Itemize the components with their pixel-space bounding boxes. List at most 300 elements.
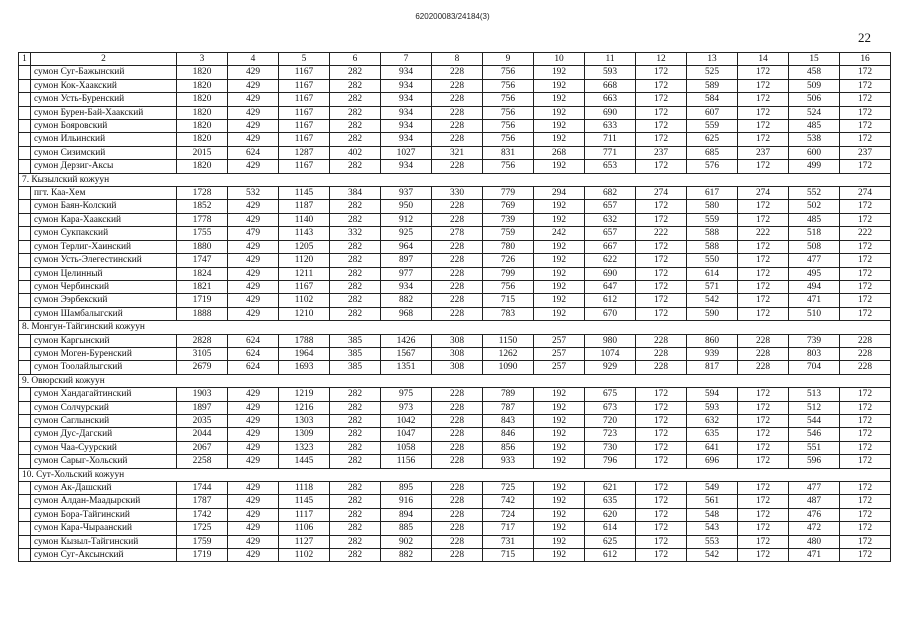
row-index-cell bbox=[19, 93, 31, 106]
table-row bbox=[19, 334, 891, 347]
value-cell: 477 bbox=[789, 254, 840, 267]
value-cell: 544 bbox=[789, 414, 840, 427]
value-cell: 2035 bbox=[177, 414, 228, 427]
value-cell: 172 bbox=[636, 549, 687, 562]
value-cell: 172 bbox=[738, 535, 789, 548]
settlement-name-cell: сумон Тоолайлыгский bbox=[31, 361, 177, 374]
value-cell: 1027 bbox=[381, 146, 432, 159]
value-cell: 172 bbox=[840, 388, 891, 401]
table-row bbox=[19, 361, 891, 374]
value-cell: 172 bbox=[636, 455, 687, 468]
value-cell: 222 bbox=[636, 227, 687, 240]
value-cell: 330 bbox=[432, 187, 483, 200]
value-cell: 172 bbox=[636, 213, 687, 226]
value-cell: 228 bbox=[432, 522, 483, 535]
value-cell: 172 bbox=[840, 213, 891, 226]
value-cell: 787 bbox=[483, 401, 534, 414]
settlement-name-cell: сумон Ильинский bbox=[31, 133, 177, 146]
value-cell: 524 bbox=[789, 106, 840, 119]
value-cell: 1117 bbox=[279, 508, 330, 521]
value-cell: 1309 bbox=[279, 428, 330, 441]
value-cell: 429 bbox=[228, 267, 279, 280]
value-cell: 192 bbox=[534, 93, 585, 106]
value-cell: 624 bbox=[228, 361, 279, 374]
table-row bbox=[19, 455, 891, 468]
value-cell: 385 bbox=[330, 334, 381, 347]
value-cell: 429 bbox=[228, 66, 279, 79]
value-cell: 1167 bbox=[279, 280, 330, 293]
settlement-name-cell: сумон Каргынский bbox=[31, 334, 177, 347]
value-cell: 1219 bbox=[279, 388, 330, 401]
value-cell: 1167 bbox=[279, 106, 330, 119]
settlement-name-cell: сумон Кызыл-Тайгинский bbox=[31, 535, 177, 548]
value-cell: 172 bbox=[738, 280, 789, 293]
column-number-cell: 15 bbox=[789, 53, 840, 66]
value-cell: 228 bbox=[432, 120, 483, 133]
value-cell: 274 bbox=[840, 187, 891, 200]
value-cell: 172 bbox=[738, 93, 789, 106]
value-cell: 739 bbox=[483, 213, 534, 226]
value-cell: 590 bbox=[687, 307, 738, 320]
value-cell: 653 bbox=[585, 160, 636, 173]
value-cell: 779 bbox=[483, 187, 534, 200]
value-cell: 192 bbox=[534, 133, 585, 146]
value-cell: 882 bbox=[381, 294, 432, 307]
value-cell: 717 bbox=[483, 522, 534, 535]
value-cell: 831 bbox=[483, 146, 534, 159]
value-cell: 282 bbox=[330, 280, 381, 293]
value-cell: 551 bbox=[789, 441, 840, 454]
value-cell: 620 bbox=[585, 508, 636, 521]
value-cell: 172 bbox=[636, 280, 687, 293]
value-cell: 685 bbox=[687, 146, 738, 159]
value-cell: 789 bbox=[483, 388, 534, 401]
settlement-name-cell: сумон Саглынский bbox=[31, 414, 177, 427]
value-cell: 192 bbox=[534, 441, 585, 454]
value-cell: 429 bbox=[228, 535, 279, 548]
value-cell: 429 bbox=[228, 495, 279, 508]
value-cell: 1747 bbox=[177, 254, 228, 267]
value-cell: 172 bbox=[840, 254, 891, 267]
column-number-cell: 12 bbox=[636, 53, 687, 66]
value-cell: 1167 bbox=[279, 133, 330, 146]
value-cell: 308 bbox=[432, 347, 483, 360]
value-cell: 172 bbox=[840, 508, 891, 521]
value-cell: 429 bbox=[228, 200, 279, 213]
value-cell: 192 bbox=[534, 240, 585, 253]
value-cell: 1118 bbox=[279, 482, 330, 495]
value-cell: 625 bbox=[585, 535, 636, 548]
value-cell: 192 bbox=[534, 414, 585, 427]
section-row bbox=[19, 173, 891, 186]
value-cell: 282 bbox=[330, 254, 381, 267]
row-index-cell bbox=[19, 120, 31, 133]
value-cell: 553 bbox=[687, 535, 738, 548]
value-cell: 282 bbox=[330, 522, 381, 535]
value-cell: 731 bbox=[483, 535, 534, 548]
value-cell: 1820 bbox=[177, 66, 228, 79]
value-cell: 228 bbox=[432, 401, 483, 414]
value-cell: 937 bbox=[381, 187, 432, 200]
settlement-name-cell: сумон Кок-Хаакский bbox=[31, 79, 177, 92]
value-cell: 846 bbox=[483, 428, 534, 441]
value-cell: 1167 bbox=[279, 160, 330, 173]
value-cell: 172 bbox=[840, 93, 891, 106]
table-row bbox=[19, 240, 891, 253]
settlement-name-cell: сумон Ээрбекский bbox=[31, 294, 177, 307]
value-cell: 1852 bbox=[177, 200, 228, 213]
value-cell: 429 bbox=[228, 79, 279, 92]
value-cell: 172 bbox=[636, 401, 687, 414]
table-row bbox=[19, 267, 891, 280]
value-cell: 1167 bbox=[279, 93, 330, 106]
value-cell: 429 bbox=[228, 160, 279, 173]
value-cell: 1693 bbox=[279, 361, 330, 374]
settlement-name-cell: сумон Хандагайтинский bbox=[31, 388, 177, 401]
value-cell: 730 bbox=[585, 441, 636, 454]
value-cell: 172 bbox=[636, 508, 687, 521]
value-cell: 756 bbox=[483, 106, 534, 119]
value-cell: 780 bbox=[483, 240, 534, 253]
settlement-name-cell: сумон Дус-Дагский bbox=[31, 428, 177, 441]
value-cell: 1778 bbox=[177, 213, 228, 226]
value-cell: 739 bbox=[789, 334, 840, 347]
value-cell: 228 bbox=[432, 93, 483, 106]
value-cell: 588 bbox=[687, 227, 738, 240]
value-cell: 172 bbox=[840, 441, 891, 454]
table-row bbox=[19, 280, 891, 293]
value-cell: 282 bbox=[330, 120, 381, 133]
value-cell: 471 bbox=[789, 549, 840, 562]
value-cell: 471 bbox=[789, 294, 840, 307]
value-cell: 429 bbox=[228, 294, 279, 307]
section-row bbox=[19, 321, 891, 334]
value-cell: 1102 bbox=[279, 549, 330, 562]
value-cell: 912 bbox=[381, 213, 432, 226]
settlement-name-cell: сумон Сарыг-Хольский bbox=[31, 455, 177, 468]
value-cell: 172 bbox=[840, 200, 891, 213]
value-cell: 172 bbox=[840, 240, 891, 253]
value-cell: 625 bbox=[687, 133, 738, 146]
value-cell: 856 bbox=[483, 441, 534, 454]
value-cell: 192 bbox=[534, 401, 585, 414]
value-cell: 1728 bbox=[177, 187, 228, 200]
table-row bbox=[19, 213, 891, 226]
value-cell: 726 bbox=[483, 254, 534, 267]
value-cell: 2828 bbox=[177, 334, 228, 347]
column-number-row bbox=[19, 53, 891, 66]
value-cell: 274 bbox=[636, 187, 687, 200]
value-cell: 282 bbox=[330, 388, 381, 401]
settlement-name-cell: сумон Баян-Колский bbox=[31, 200, 177, 213]
value-cell: 559 bbox=[687, 120, 738, 133]
value-cell: 192 bbox=[534, 549, 585, 562]
section-title: 7. Кызылский кожуун bbox=[19, 173, 891, 186]
value-cell: 916 bbox=[381, 495, 432, 508]
value-cell: 228 bbox=[432, 254, 483, 267]
value-cell: 939 bbox=[687, 347, 738, 360]
value-cell: 172 bbox=[840, 160, 891, 173]
value-cell: 172 bbox=[738, 160, 789, 173]
value-cell: 525 bbox=[687, 66, 738, 79]
value-cell: 968 bbox=[381, 307, 432, 320]
value-cell: 282 bbox=[330, 549, 381, 562]
value-cell: 172 bbox=[840, 495, 891, 508]
value-cell: 385 bbox=[330, 347, 381, 360]
value-cell: 1216 bbox=[279, 401, 330, 414]
value-cell: 172 bbox=[636, 200, 687, 213]
value-cell: 769 bbox=[483, 200, 534, 213]
value-cell: 228 bbox=[432, 200, 483, 213]
value-cell: 282 bbox=[330, 160, 381, 173]
column-number-cell: 11 bbox=[585, 53, 636, 66]
row-index-cell bbox=[19, 361, 31, 374]
value-cell: 975 bbox=[381, 388, 432, 401]
value-cell: 172 bbox=[636, 428, 687, 441]
value-cell: 278 bbox=[432, 227, 483, 240]
value-cell: 172 bbox=[840, 66, 891, 79]
value-cell: 172 bbox=[636, 535, 687, 548]
value-cell: 1287 bbox=[279, 146, 330, 159]
value-cell: 902 bbox=[381, 535, 432, 548]
value-cell: 429 bbox=[228, 428, 279, 441]
value-cell: 192 bbox=[534, 495, 585, 508]
value-cell: 549 bbox=[687, 482, 738, 495]
value-cell: 1211 bbox=[279, 267, 330, 280]
value-cell: 479 bbox=[228, 227, 279, 240]
value-cell: 172 bbox=[738, 79, 789, 92]
value-cell: 192 bbox=[534, 294, 585, 307]
value-cell: 934 bbox=[381, 93, 432, 106]
value-cell: 228 bbox=[432, 414, 483, 427]
value-cell: 228 bbox=[432, 455, 483, 468]
value-cell: 1323 bbox=[279, 441, 330, 454]
value-cell: 690 bbox=[585, 106, 636, 119]
value-cell: 607 bbox=[687, 106, 738, 119]
value-cell: 429 bbox=[228, 414, 279, 427]
value-cell: 172 bbox=[840, 267, 891, 280]
value-cell: 756 bbox=[483, 133, 534, 146]
table-row bbox=[19, 133, 891, 146]
value-cell: 172 bbox=[738, 106, 789, 119]
value-cell: 429 bbox=[228, 455, 279, 468]
value-cell: 576 bbox=[687, 160, 738, 173]
value-cell: 172 bbox=[840, 455, 891, 468]
value-cell: 1074 bbox=[585, 347, 636, 360]
row-index-cell bbox=[19, 482, 31, 495]
value-cell: 513 bbox=[789, 388, 840, 401]
value-cell: 711 bbox=[585, 133, 636, 146]
row-index-cell bbox=[19, 146, 31, 159]
value-cell: 2044 bbox=[177, 428, 228, 441]
row-index-cell bbox=[19, 334, 31, 347]
value-cell: 429 bbox=[228, 254, 279, 267]
value-cell: 756 bbox=[483, 280, 534, 293]
value-cell: 803 bbox=[789, 347, 840, 360]
value-cell: 429 bbox=[228, 120, 279, 133]
section-row bbox=[19, 374, 891, 387]
settlement-name-cell: сумон Ак-Дашский bbox=[31, 482, 177, 495]
value-cell: 2679 bbox=[177, 361, 228, 374]
value-cell: 228 bbox=[432, 441, 483, 454]
value-cell: 228 bbox=[432, 549, 483, 562]
settlement-name-cell: сумон Чербинский bbox=[31, 280, 177, 293]
value-cell: 228 bbox=[738, 347, 789, 360]
value-cell: 1167 bbox=[279, 120, 330, 133]
value-cell: 192 bbox=[534, 160, 585, 173]
value-cell: 542 bbox=[687, 294, 738, 307]
value-cell: 494 bbox=[789, 280, 840, 293]
table-row bbox=[19, 535, 891, 548]
value-cell: 1047 bbox=[381, 428, 432, 441]
value-cell: 228 bbox=[432, 388, 483, 401]
settlement-name-cell: сумон Суг-Бажынский bbox=[31, 66, 177, 79]
value-cell: 723 bbox=[585, 428, 636, 441]
value-cell: 950 bbox=[381, 200, 432, 213]
section-row bbox=[19, 468, 891, 481]
value-cell: 402 bbox=[330, 146, 381, 159]
value-cell: 799 bbox=[483, 267, 534, 280]
value-cell: 282 bbox=[330, 213, 381, 226]
value-cell: 1725 bbox=[177, 522, 228, 535]
value-cell: 172 bbox=[840, 414, 891, 427]
value-cell: 282 bbox=[330, 414, 381, 427]
value-cell: 612 bbox=[585, 294, 636, 307]
value-cell: 172 bbox=[738, 441, 789, 454]
row-index-cell bbox=[19, 160, 31, 173]
value-cell: 228 bbox=[636, 347, 687, 360]
value-cell: 282 bbox=[330, 240, 381, 253]
value-cell: 897 bbox=[381, 254, 432, 267]
row-index-cell bbox=[19, 508, 31, 521]
value-cell: 237 bbox=[636, 146, 687, 159]
value-cell: 321 bbox=[432, 146, 483, 159]
value-cell: 192 bbox=[534, 79, 585, 92]
value-cell: 172 bbox=[738, 66, 789, 79]
value-cell: 632 bbox=[687, 414, 738, 427]
value-cell: 1820 bbox=[177, 79, 228, 92]
settlement-name-cell: сумон Бурен-Бай-Хаакский bbox=[31, 106, 177, 119]
value-cell: 172 bbox=[636, 388, 687, 401]
value-cell: 222 bbox=[738, 227, 789, 240]
value-cell: 172 bbox=[636, 267, 687, 280]
value-cell: 1567 bbox=[381, 347, 432, 360]
value-cell: 228 bbox=[432, 267, 483, 280]
value-cell: 614 bbox=[585, 522, 636, 535]
value-cell: 704 bbox=[789, 361, 840, 374]
value-cell: 429 bbox=[228, 93, 279, 106]
value-cell: 172 bbox=[840, 294, 891, 307]
settlement-name-cell: сумон Кара-Чыраанский bbox=[31, 522, 177, 535]
value-cell: 594 bbox=[687, 388, 738, 401]
value-cell: 192 bbox=[534, 106, 585, 119]
value-cell: 635 bbox=[687, 428, 738, 441]
value-cell: 228 bbox=[636, 334, 687, 347]
settlement-name-cell: сумон Моген-Буренский bbox=[31, 347, 177, 360]
row-index-cell bbox=[19, 79, 31, 92]
value-cell: 571 bbox=[687, 280, 738, 293]
value-cell: 502 bbox=[789, 200, 840, 213]
value-cell: 172 bbox=[840, 79, 891, 92]
value-cell: 485 bbox=[789, 213, 840, 226]
value-cell: 925 bbox=[381, 227, 432, 240]
value-cell: 308 bbox=[432, 361, 483, 374]
value-cell: 1058 bbox=[381, 441, 432, 454]
settlement-name-cell: сумон Суг-Аксынский bbox=[31, 549, 177, 562]
value-cell: 508 bbox=[789, 240, 840, 253]
value-cell: 624 bbox=[228, 334, 279, 347]
table-row bbox=[19, 93, 891, 106]
value-cell: 429 bbox=[228, 307, 279, 320]
column-number-cell: 4 bbox=[228, 53, 279, 66]
value-cell: 1262 bbox=[483, 347, 534, 360]
value-cell: 192 bbox=[534, 428, 585, 441]
value-cell: 510 bbox=[789, 307, 840, 320]
value-cell: 172 bbox=[738, 254, 789, 267]
row-index-cell bbox=[19, 254, 31, 267]
row-index-cell bbox=[19, 187, 31, 200]
value-cell: 172 bbox=[636, 414, 687, 427]
value-cell: 172 bbox=[636, 294, 687, 307]
value-cell: 172 bbox=[738, 388, 789, 401]
value-cell: 228 bbox=[738, 361, 789, 374]
value-cell: 894 bbox=[381, 508, 432, 521]
value-cell: 934 bbox=[381, 280, 432, 293]
column-number-cell: 1 bbox=[19, 53, 31, 66]
value-cell: 1788 bbox=[279, 334, 330, 347]
row-index-cell bbox=[19, 294, 31, 307]
settlement-name-cell: сумон Дерзиг-Аксы bbox=[31, 160, 177, 173]
value-cell: 172 bbox=[840, 106, 891, 119]
value-cell: 589 bbox=[687, 79, 738, 92]
value-cell: 622 bbox=[585, 254, 636, 267]
value-cell: 1742 bbox=[177, 508, 228, 521]
value-cell: 172 bbox=[738, 213, 789, 226]
settlement-name-cell: сумон Кара-Хаакский bbox=[31, 213, 177, 226]
settlement-name-cell: сумон Солчурский bbox=[31, 401, 177, 414]
value-cell: 429 bbox=[228, 482, 279, 495]
value-cell: 624 bbox=[228, 146, 279, 159]
table-row bbox=[19, 66, 891, 79]
value-cell: 429 bbox=[228, 106, 279, 119]
value-cell: 172 bbox=[840, 401, 891, 414]
value-cell: 1759 bbox=[177, 535, 228, 548]
value-cell: 1820 bbox=[177, 93, 228, 106]
value-cell: 673 bbox=[585, 401, 636, 414]
value-cell: 667 bbox=[585, 240, 636, 253]
value-cell: 172 bbox=[738, 240, 789, 253]
value-cell: 663 bbox=[585, 93, 636, 106]
value-cell: 228 bbox=[636, 361, 687, 374]
value-cell: 172 bbox=[840, 280, 891, 293]
value-cell: 192 bbox=[534, 120, 585, 133]
value-cell: 860 bbox=[687, 334, 738, 347]
value-cell: 282 bbox=[330, 482, 381, 495]
value-cell: 477 bbox=[789, 482, 840, 495]
table-row bbox=[19, 508, 891, 521]
table-row bbox=[19, 347, 891, 360]
value-cell: 242 bbox=[534, 227, 585, 240]
value-cell: 237 bbox=[738, 146, 789, 159]
value-cell: 429 bbox=[228, 388, 279, 401]
value-cell: 228 bbox=[432, 79, 483, 92]
settlement-name-cell: сумон Усть-Элегестинский bbox=[31, 254, 177, 267]
settlement-name-cell: сумон Шамбалыгский bbox=[31, 307, 177, 320]
value-cell: 228 bbox=[432, 240, 483, 253]
value-cell: 282 bbox=[330, 133, 381, 146]
value-cell: 172 bbox=[840, 133, 891, 146]
settlement-name-cell: сумон Сукпакский bbox=[31, 227, 177, 240]
